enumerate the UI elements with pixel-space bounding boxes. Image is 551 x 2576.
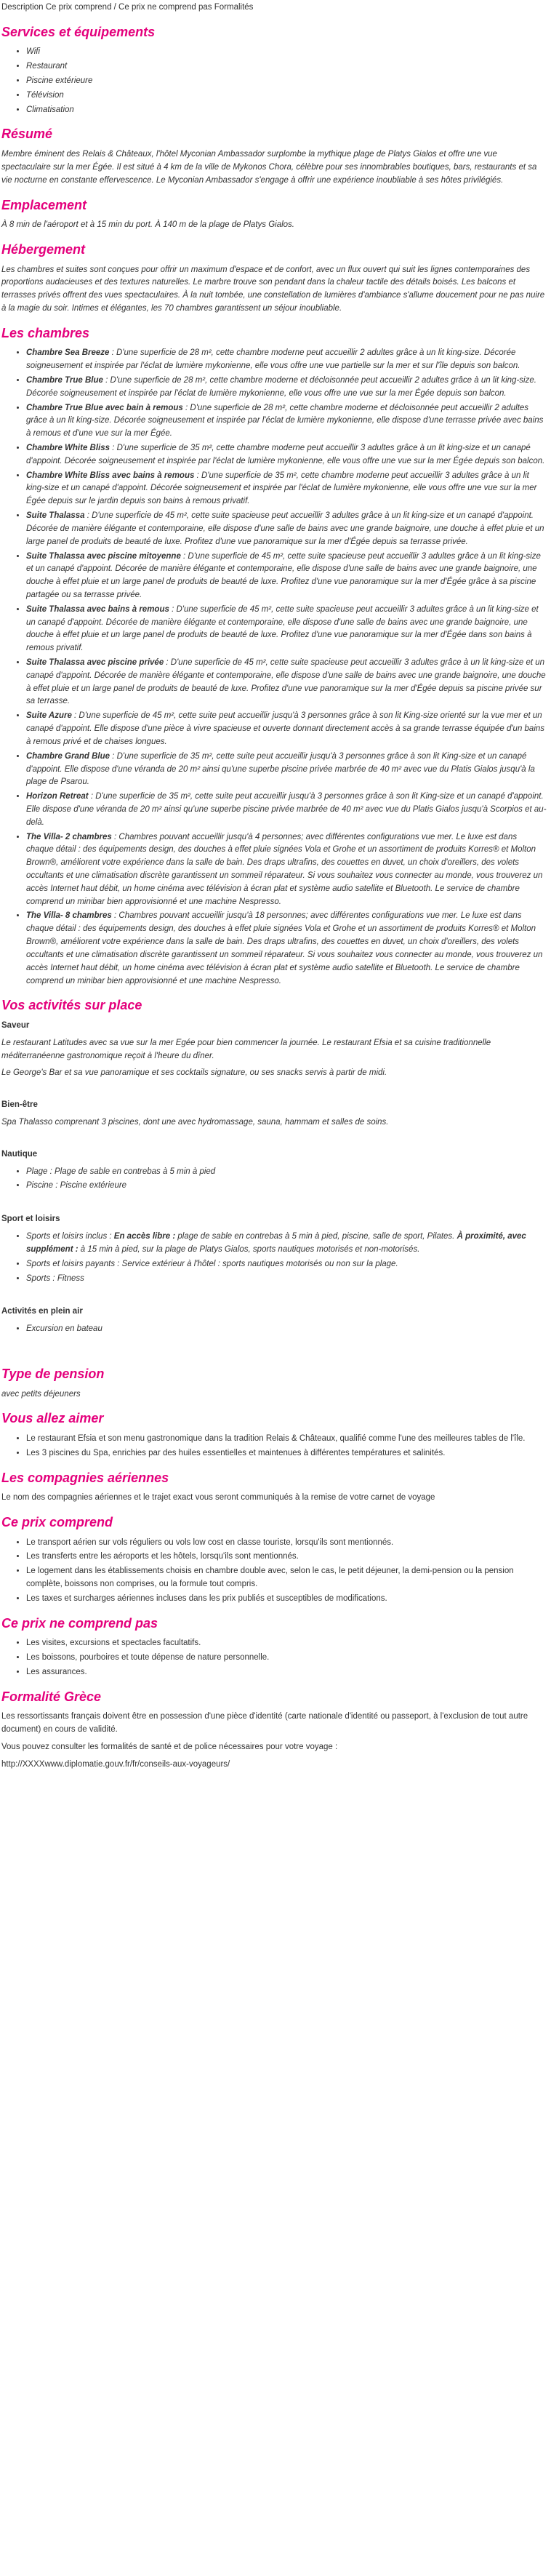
- room-name: Horizon Retreat: [26, 792, 89, 801]
- sport-list: [1, 1231, 547, 1285]
- services-title: Services et équipements: [1, 24, 156, 39]
- room-desc: : D'une superficie de 45 m², cette suite spacieuse peut accueillir 3 adultes grâce à un lit king-size et un canapé d'appoint. Décorée de manière élégante et contemporaine, elle dispose d'une salle de bains avec une grande baignoire, une douche à effet pluie et un large panel de produits de beauté de luxe. Profitez d'une vue panoramique sur la mer d'Égée depuis sa piscine privée sur sa terrasse.: [26, 658, 546, 706]
- formalite-link[interactable]: http://XXXXwww.diplomatie.gouv.fr/fr/conseils-aux-voyageurs/: [1, 1759, 230, 1769]
- room-name: Suite Thalassa avec bains à remous: [26, 604, 169, 614]
- aimer-list: [1, 1433, 547, 1460]
- room-desc: : D'une superficie de 35 m², cette suite peut accueillir jusqu'à 3 personnes grâce à son lit King-size et un canapé d'appoint. Elle dispose d'une véranda de 20 m² ainsi qu'une superbe piscine privée marbrée de 40 m² avec vue du Platis Gialos jusqu'à la plage de Psarou.: [26, 751, 535, 787]
- chambres-list: [1, 347, 547, 988]
- list-item: • Sports et loisirs payants : Service extérieur à l'hôtel : sports nautiques motorisés ou non sur la plage.: [26, 1258, 547, 1271]
- room-desc: : Chambres pouvant accueillir jusqu'à 4 personnes; avec différentes configurations vue mer. Le luxe est dans chaque détail : des équipements design, des douches à effet pluie signées Vola et Grohe et un assortiment de produits Korres® et Molton Brown®, améliorent votre expérience dans la salle de bain. Des draps ultrafins, des couettes en duvet, un choix d'oreillers, des volets occultants et une climatisation discrète garantissent un sommeil réparateur. Si vous souhaitez vous connecter au monde, vous trouverez un accès Internet haut débit, un home cinéma avec télévision à écran plat et système audio satellite et Bluetooth. Le service de chambre comprend un minibar bien approvisionné et une machine Nespresso.: [26, 832, 543, 906]
- room-name: Chambre Grand Blue: [26, 751, 110, 761]
- resume-section: [1, 127, 547, 187]
- list-item: • Climatisation: [26, 104, 547, 117]
- list-item: • Sports : Fitness: [26, 1273, 547, 1286]
- saveur-text-2: Le George's Bar et sa vue panoramique et ses cocktails signature, ou ses snacks servis à partir de midi.: [1, 1068, 387, 1078]
- room-name: Chambre True Blue avec bain à remous: [26, 403, 183, 412]
- room-name: The Villa- 2 chambres: [26, 832, 112, 841]
- room-item: [26, 347, 547, 373]
- emplacement-text: À 8 min de l'aéroport et à 15 min du port. À 140 m de la plage de Platys Gialos.: [1, 220, 295, 230]
- room-item: [26, 710, 547, 748]
- room-item: [26, 604, 547, 655]
- room-item: [26, 551, 547, 602]
- necomprend-title: Ce prix ne comprend pas: [1, 1615, 158, 1631]
- room-item: [26, 442, 547, 468]
- room-desc: : D'une superficie de 45 m², cette suite spacieuse peut accueillir 3 adultes grâce à un lit king-size et un canapé d'appoint. Décorée de manière élégante et contemporaine, elle dispose d'une salle de bains avec une grande baignoire, une douche à effet pluie et un large panel de produits de beauté de luxe. Profitez d'une vue panoramique sur la mer d'Égée dans son bains à remous privatif.: [26, 604, 539, 653]
- formalite-title: Formalité Grèce: [1, 1689, 102, 1704]
- compagnies-text: Le nom des compagnies aériennes et le trajet exact vous seront communiqués à la remise de votre carnet de voyage: [1, 1493, 435, 1503]
- formalite-text-1: Les ressortissants français doivent être en possession d'une pièce d'identité (carte nationale d'identité ou passeport, à l'exclusion de tout autre document) en cours de validité.: [1, 1712, 528, 1735]
- compagnies-section: [1, 1471, 547, 1505]
- formalite-text-2: Vous pouvez consulter les formalités de santé et de police nécessaires pour votre voyage :: [1, 1742, 338, 1751]
- room-item: [26, 510, 547, 548]
- list-item: • Les 3 piscines du Spa, enrichies par des huiles essentielles et maintenues à différentes températures et salinités.: [26, 1447, 547, 1460]
- pension-title: Type de pension: [1, 1366, 105, 1381]
- saveur-block: [1, 1020, 547, 1080]
- sport-item-bold: À proximité, avec supplément :: [26, 1232, 526, 1254]
- list-item: • Les taxes et surcharges aériennes incluses dans les prix publiés et susceptibles de modifications.: [26, 1593, 547, 1606]
- nautique-list: [1, 1166, 547, 1193]
- sport-item-text: plage de sable en contrebas à 5 min à pied, piscine, salle de sport, Pilates.: [175, 1232, 457, 1241]
- compagnies-title: Les compagnies aériennes: [1, 1470, 169, 1485]
- emplacement-title: Emplacement: [1, 197, 87, 212]
- hebergement-title: Hébergement: [1, 241, 86, 257]
- room-name: Chambre White Bliss avec bains à remous: [26, 471, 195, 480]
- room-name: Suite Thalassa avec piscine mitoyenne: [26, 551, 181, 561]
- room-desc: : D'une superficie de 35 m², cette suite peut accueillir jusqu'à 3 personnes grâce à son lit King-size et un canapé d'appoint. Elle dispose d'une véranda de 20 m² ainsi qu'une superbe piscine privée marbrée de 40 m² avec vue du Platis Gialos jusqu'à Scorpios et au-delà.: [26, 792, 547, 827]
- list-item: • Les assurances.: [26, 1666, 547, 1679]
- list-item: • Piscine : Piscine extérieure: [26, 1180, 547, 1193]
- room-desc: : D'une superficie de 28 m², cette chambre moderne peut accueillir 2 adultes grâce à un lit king-size. Décorée soigneusement et inspirée par l'éclat de lumière mykonienne, elle vous offre une vue partielle sur la mer et sur l'île depuis son balcon.: [26, 348, 520, 371]
- room-desc: : D'une superficie de 45 m², cette suite peut accueillir jusqu'à 3 personnes grâce à son lit King-size orienté sur la vue mer et un canapé d'appoint. Elle dispose d'une pièce à vivre spacieuse et ouverte donnant directement accès à sa grande terrasse équipée d'un bains à remous privé et de chaises longues.: [26, 711, 545, 746]
- room-item: [26, 831, 547, 909]
- bienetre-block: [1, 1099, 547, 1129]
- resume-text: Membre éminent des Relais & Châteaux, l'hôtel Myconian Ambassador surplombe la mythique plage de Platys Gialos et offre une vue spectaculaire sur la mer Égée. Il est situé à 4 km de la ville de Mykonos Chora, célèbre pour ses innombrables boutiques, bars, restaurants et sa vie nocturne en constante effervescence. Le Myconian Ambassador s'engage à offrir une expérience inoubliable à ses hôtes privilégiés.: [1, 150, 537, 185]
- room-desc: : D'une superficie de 35 m², cette chambre moderne peut accueillir 3 adultes grâce à un lit king-size et un canapé d'appoint. Décorée soigneusement et inspirée par l'éclat de lumière mykonienne, elle vous offre une vue sur la mer Égée depuis son balcon.: [26, 444, 545, 465]
- room-name: Chambre Sea Breeze: [26, 348, 110, 358]
- services-list: [1, 46, 547, 116]
- room-desc: : D'une superficie de 45 m², cette suite spacieuse peut accueillir 3 adultes grâce à un lit king-size et un canapé d'appoint. Décorée de manière élégante et contemporaine, elle dispose d'une salle de bains avec une grande baignoire, une douche à effet pluie et un large panel de produits de beauté de luxe. Profitez d'une vue panoramique sur la mer d'Égée depuis sa terrasse privée.: [26, 511, 544, 546]
- list-item: • Télévision: [26, 89, 547, 103]
- hebergement-text: Les chambres et suites sont conçues pour offrir un maximum d'espace et de confort, avec un flux ouvert qui suit les lignes contemporaines des proportions audacieuses et des textures naturelles. Le marbre trouve son pendant dans la chaleur tactile des détails boisés. Les balcons et terrasses privés offrent des vues spectaculaires. À la nuit tombée, une constellation de lumières d'ambiance s'allume doucement pour ne pas nuire à la magie du soir. Intimes et élégantes, les 70 chambres garantissent un séjour inoubliable.: [1, 265, 545, 313]
- room-item: [26, 470, 547, 508]
- aimer-title: Vous allez aimer: [1, 1411, 104, 1426]
- list-item: • Le restaurant Efsia et son menu gastronomique dans la tradition Relais & Châteaux, qualifié comme l'une des meilleures tables de l'île.: [26, 1433, 547, 1446]
- list-item: [26, 1231, 547, 1257]
- list-item: • Les transferts entre les aéroports et les hôtels, lorsqu'ils sont mentionnés.: [26, 1551, 547, 1564]
- pension-section: [1, 1367, 547, 1401]
- necomprend-section: [1, 1616, 547, 1679]
- saveur-title: Saveur: [1, 1020, 30, 1030]
- list-item: • Les boissons, pourboires et toute dépense de nature personnelle.: [26, 1652, 547, 1665]
- aimer-section: [1, 1411, 547, 1460]
- pleinair-block: [1, 1305, 547, 1336]
- necomprend-list: [1, 1637, 547, 1679]
- sport-item-prefix: Sports et loisirs inclus :: [26, 1232, 114, 1241]
- room-name: Chambre White Bliss: [26, 444, 110, 453]
- nautique-block: [1, 1148, 547, 1193]
- list-item: • Le transport aérien sur vols réguliers ou vols low cost en classe touriste, lorsqu'ils sont mentionnés.: [26, 1537, 547, 1550]
- services-section: [1, 25, 547, 117]
- sport-block: [1, 1213, 547, 1285]
- room-desc: : D'une superficie de 28 m², cette chambre moderne et décloisonnée peut accueillir 2 adultes grâce à un lit king-size. Décorée soigneusement et inspirée par l'éclat de lumière mykonienne, elle vous offre une vue sur la mer Égée depuis son balcon.: [26, 375, 536, 398]
- sport-title: Sport et loisirs: [1, 1215, 60, 1224]
- activites-section: [1, 998, 547, 1336]
- sport-item-bold: En accès libre :: [113, 1232, 176, 1241]
- activites-title: Vos activités sur place: [1, 998, 142, 1013]
- chambres-section: [1, 326, 547, 988]
- sport-item-text: à 15 min à pied, sur la plage de Platys Gialos, sports nautiques motorisés et non-motorisés.: [78, 1244, 420, 1254]
- bienetre-title: Bien-être: [1, 1100, 38, 1110]
- formalite-section: [1, 1689, 547, 1772]
- comprend-section: [1, 1515, 547, 1606]
- list-item: • Les visites, excursions et spectacles facultatifs.: [26, 1637, 547, 1650]
- resume-title: Résumé: [1, 127, 53, 142]
- room-name: Chambre True Blue: [26, 375, 103, 385]
- page-tabs-line: Description Ce prix comprend / Ce prix ne comprend pas Formalités: [1, 3, 254, 12]
- room-name: Suite Thalassa avec piscine privée: [26, 658, 164, 668]
- chambres-title: Les chambres: [1, 325, 90, 340]
- list-item: • Excursion en bateau: [26, 1323, 547, 1336]
- room-item: [26, 910, 547, 988]
- bienetre-text: Spa Thalasso comprenant 3 piscines, dont une avec hydromassage, sauna, hammam et salles de soins.: [1, 1118, 389, 1127]
- room-desc: : D'une superficie de 28 m², cette chambre moderne et décloisonnée peut accueillir 2 adultes grâce à un lit king-size. Décorée soigneusement et inspirée par l'éclat de lumière mykonienne, elle dispose d'une terrasse privée avec bains à remous et d'une vue sur la mer Égée.: [26, 403, 544, 439]
- list-item: • Restaurant: [26, 60, 547, 73]
- list-item: • Wifi: [26, 46, 547, 59]
- pleinair-title: Activités en plein air: [1, 1307, 83, 1316]
- room-item: [26, 375, 547, 401]
- pleinair-list: [1, 1323, 547, 1336]
- list-item: • Piscine extérieure: [26, 75, 547, 88]
- room-name: The Villa- 8 chambres: [26, 911, 112, 921]
- pension-text: avec petits déjeuners: [1, 1389, 81, 1399]
- room-name: Suite Azure: [26, 711, 72, 721]
- room-item: [26, 791, 547, 829]
- emplacement-section: [1, 198, 547, 232]
- room-name: Suite Thalassa: [26, 511, 85, 521]
- hebergement-section: [1, 242, 547, 316]
- room-desc: : D'une superficie de 45 m², cette suite spacieuse peut accueillir 3 adultes grâce à un lit king-size et un canapé d'appoint. Décorée de manière élégante et contemporaine, elle dispose d'une salle de bains avec une grande baignoire, une douche à effet pluie et un large panel de produits de beauté de luxe. Profitez d'une vue panoramique sur la mer d'Égée grâce à sa piscine partagée ou sa terrasse privée.: [26, 551, 541, 599]
- room-item: [26, 751, 547, 789]
- saveur-text-1: Le restaurant Latitudes avec sa vue sur la mer Egée pour bien commencer la journée. Le restaurant Efsia et sa cuisine traditionnelle méditerranéenne gastronomique reçoit à l'heure du dîner.: [1, 1038, 491, 1060]
- room-item: [26, 402, 547, 441]
- room-desc: : Chambres pouvant accueillir jusqu'à 18 personnes; avec différentes configurations vue mer. Le luxe est dans chaque détail : des équipements design, des douches à effet pluie signées Vola et Grohe et un assortiment de produits Korres® et Molton Brown®, améliorent votre expérience dans la salle de bain. Des draps ultrafins, des couettes en duvet, un choix d'oreillers, des volets occultants et une climatisation discrète garantissent un sommeil réparateur. Si vous souhaitez vous connecter au monde, vous trouverez un accès Internet haut débit, un home cinéma avec télévision à écran plat et système audio satellite et Bluetooth. Le service de chambre comprend un minibar bien approvisionné et une machine Nespresso.: [26, 911, 543, 985]
- room-item: [26, 657, 547, 708]
- list-item: • Le logement dans les établissements choisis en chambre double avec, selon le cas, le petit déjeuner, la demi-pension ou la pension complète, boissons non comprises, ou la formule tout compris.: [26, 1565, 547, 1591]
- comprend-list: [1, 1537, 547, 1606]
- list-item: • Plage : Plage de sable en contrebas à 5 min à pied: [26, 1166, 547, 1179]
- room-desc: : D'une superficie de 35 m², cette chambre moderne peut accueillir 3 adultes grâce à un lit king-size et un canapé d'appoint. Décorée soigneusement et inspirée par l'éclat de lumière mykonienne, elle vous offre une vue sur la mer Égée depuis sur le jardin depuis son bains à remous privatif.: [26, 471, 537, 506]
- nautique-title: Nautique: [1, 1149, 38, 1159]
- comprend-title: Ce prix comprend: [1, 1514, 113, 1529]
